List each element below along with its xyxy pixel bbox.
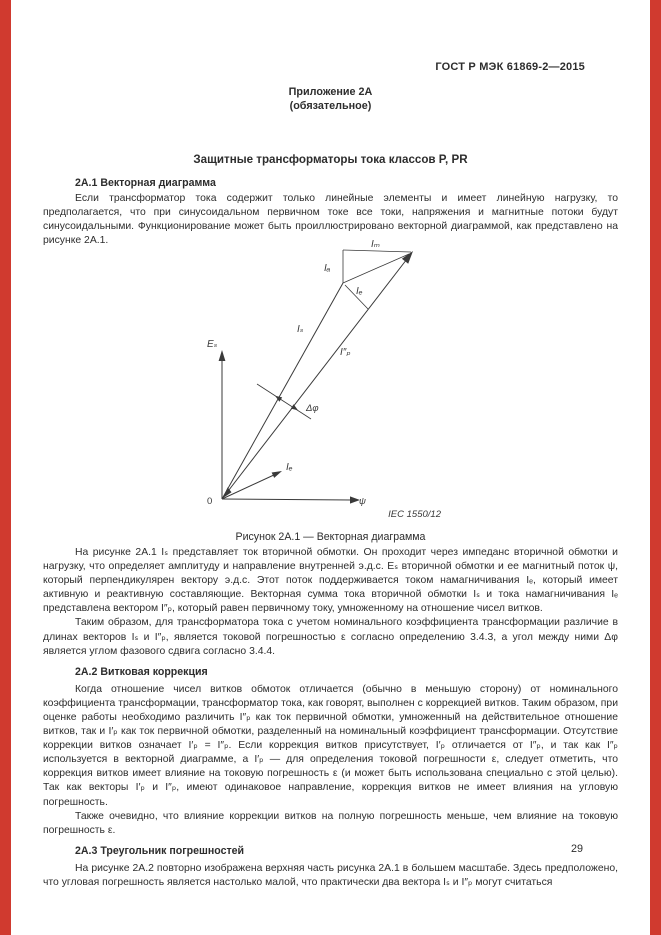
ip-vector-arrow	[402, 251, 413, 264]
section-heading-2a2: 2А.2 Витковая коррекция	[75, 665, 208, 678]
section-heading-2a1: 2А.1 Векторная диаграмма	[75, 177, 216, 189]
ie-top-label: Iₑ	[356, 286, 363, 297]
page-title: Защитные трансформаторы тока классов P, PR	[193, 153, 468, 166]
im-segment	[343, 250, 411, 252]
page-number: 29	[570, 843, 583, 855]
ip-vector-line	[222, 259, 407, 499]
paragraph: Когда отношение чисел витков обмоток отличается (обычно в меньшую сторону) от номинального коэффициента трансформации, трансформатор тока, как говорят, выполнен с коррекцией витков. Таким образом, при оценке работы необходимо различить I″ₚ как ток первичной обмотки, умноженный на действительное отношение витков, так и I′ₚ как ток первичной обмотки, разделенный на номинальный коэффициент трансформации. Отсутствие коррекции витков означает I′ₚ = I″ₚ. Если коррекция витков присутствует, I′ₚ отличается от I″ₚ, и так как I″ₚ используется в векторной диаграмме, а I′ₚ — для определения токовой погрешности ε, следует отметить, что коррекция витков имеет влияние на токовую погрешность ε (и может быть использована специально с этой целью). Так как векторы I′ₚ и I″ₚ, имеют одинаковое направление, коррекция витков не имеет влияния на угловую погрешность.	[43, 683, 618, 808]
is-vector-line	[222, 283, 343, 499]
paragraph: На рисунке 2А.2 повторно изображена верхняя часть рисунка 2А.1 в большем масштабе. Здесь предположено, что угловая погрешность является настолько малой, что практически два вектора Iₛ и I″ₚ могут считаться	[43, 862, 618, 888]
section-heading-2a3: 2А.3 Треугольник погрешностей	[75, 844, 245, 857]
ie-vector-arrow	[272, 471, 282, 478]
left-margin-bar	[0, 0, 11, 935]
flux-label: ψ	[359, 496, 366, 507]
doc-number: ГОСТ Р МЭК 61869-2—2015	[435, 61, 585, 73]
vector-diagram-figure	[190, 237, 455, 527]
appendix-label: Приложение 2А	[288, 86, 373, 98]
paragraph: Таким образом, для трансформатора тока с учетом номинального коэффициента трансформации различие в длинах векторов Iₛ и I″ₚ, является токовой погрешностью ε согласно определению 3.4.3, а угол между ними Δφ является углом фазового сдвига согласно 3.4.4.	[43, 617, 618, 657]
right-margin-bar	[650, 0, 661, 935]
paragraph: Если трансформатор тока содержит только линейные элементы и имеет линейную нагрузку, то предполагается, что при синусоидальном первичном токе все токи, напряжения и магнитные потоки будут синусоидальными. Функционирование может быть проиллюстрировано векторной диаграммой, как представлено на рисунке 2А.1.	[43, 193, 618, 247]
delta-phi-label: Δφ	[306, 403, 319, 414]
es-label: Eₛ	[207, 339, 218, 350]
paragraph: На рисунке 2А.1 Iₛ представляет ток вторичной обмотки. Он проходит через импеданс вторичной обмотки и нагрузку, что определяет амплитуду и направление внутренней э.д.с. Eₛ вторичной обмотки и ее магнитный поток ψ, который перпендикулярен вектору э.д.с. Этот поток поддерживается током намагничивания Iₑ, который имеет активную и реактивную составляющие. Векторная сумма тока вторичной обмотки Iₛ и тока намагничивания Iₑ представлена вектором I″ₚ, который равен первичному току, умноженному на отношение чисел витков.	[43, 547, 618, 615]
body-text	[43, 546, 618, 890]
delta-phi-arrow-left	[275, 396, 282, 402]
figure-caption: Рисунок 2А.1 — Векторная диаграмма	[235, 531, 426, 543]
ie-vector-line	[222, 474, 276, 499]
flux-axis-line	[222, 499, 352, 500]
origin-label: 0	[207, 496, 213, 507]
ia-label: Iₐ	[324, 263, 331, 274]
ip-label: I″ₚ	[340, 347, 351, 358]
appendix-heading	[43, 86, 618, 113]
is-label: Iₛ	[297, 324, 304, 335]
iec-source-label: IEC 1550/12	[388, 509, 441, 520]
im-label: Iₘ	[371, 239, 381, 250]
appendix-type: (обязательное)	[289, 99, 372, 112]
paragraph: Также очевидно, что влияние коррекции витков на полную погрешность меньше, чем влияние на токовую погрешность ε.	[43, 810, 618, 836]
vector-diagram-svg	[190, 237, 455, 527]
ie-origin-label: Iₑ	[286, 462, 293, 473]
es-axis-arrow	[219, 350, 226, 361]
